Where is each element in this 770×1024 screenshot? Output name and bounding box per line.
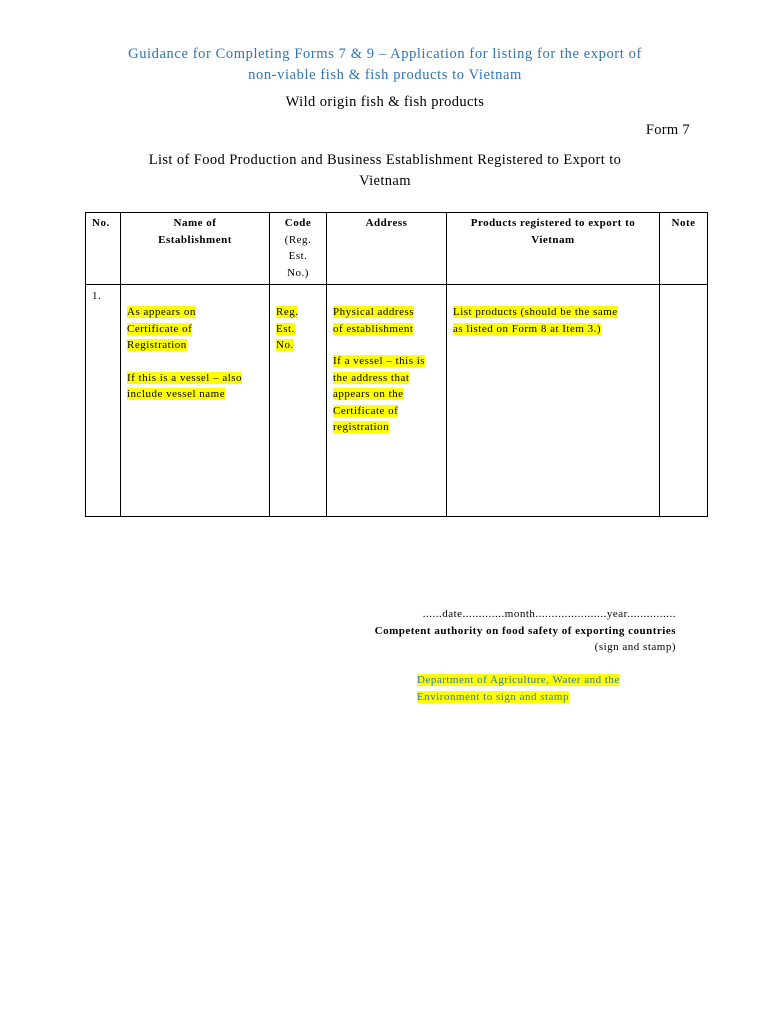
header-code-line1: Code	[284, 217, 312, 229]
establishment-table	[85, 212, 708, 517]
department-note-line1: Department of Agriculture, Water and the	[417, 674, 620, 686]
code-line: Est.	[276, 322, 295, 335]
header-code	[270, 213, 327, 285]
vessel-name-line: include vessel name	[127, 388, 226, 400]
vessel-address-line: If a vessel – this is	[333, 355, 426, 367]
vessel-address-line: appears on the	[333, 388, 404, 400]
header-note: Note	[660, 213, 708, 285]
header-name	[121, 213, 270, 285]
guidance-title-line2: non-viable fish & fish products to Vietnam	[248, 67, 522, 83]
address-cell	[327, 285, 447, 517]
list-title-line2: Vietnam	[359, 173, 411, 189]
subtitle: Wild origin fish & fish products	[285, 94, 485, 110]
header-no: No.	[86, 213, 121, 285]
date-line: ......date.............month......................year...............	[422, 608, 676, 620]
guidance-title-line1: Guidance for Completing Forms 7 & 9 – Application for listing for the export of	[128, 46, 642, 62]
table-header-row	[86, 213, 708, 285]
authority-label: Competent authority on food safety of exporting countries	[374, 624, 676, 637]
name-line: As appears on	[127, 306, 196, 318]
sign-stamp-label: (sign and stamp)	[594, 641, 676, 653]
address-line: of establishment	[333, 322, 414, 335]
list-title	[90, 150, 680, 192]
name-cell	[121, 285, 270, 517]
header-code-line2: (Reg.	[284, 233, 312, 246]
name-line: Registration	[127, 339, 187, 351]
header-name-line2: Establishment	[158, 233, 232, 246]
form-number: Form 7	[645, 122, 690, 138]
address-line: Physical address	[333, 306, 415, 318]
products-line: List products (should be the same	[453, 306, 618, 318]
list-title-line1: List of Food Production and Business Establishment Registered to Export to	[148, 152, 622, 168]
vessel-address-line: registration	[333, 421, 390, 433]
table-row	[86, 285, 708, 517]
products-line: as listed on Form 8 at Item 3.)	[453, 322, 602, 335]
header-code-line4: No.)	[287, 266, 309, 279]
vessel-address-line: Certificate of	[333, 404, 399, 417]
guidance-title	[60, 44, 710, 86]
department-note-line2: Environment to sign and stamp	[417, 690, 569, 703]
note-cell	[660, 285, 708, 517]
row-number: 1.	[92, 290, 102, 302]
header-products-line2: Vietnam	[531, 233, 575, 246]
header-name-line1: Name of	[173, 217, 217, 229]
vessel-name-line: If this is a vessel – also	[127, 371, 243, 384]
department-note	[417, 672, 676, 705]
header-code-line3: Est.	[288, 250, 308, 262]
vessel-address-line: the address that	[333, 371, 410, 384]
code-line: Reg.	[276, 306, 299, 318]
header-products	[447, 213, 660, 285]
code-line: No.	[276, 339, 294, 351]
header-address: Address	[327, 213, 447, 285]
code-cell	[270, 285, 327, 517]
name-line: Certificate of	[127, 322, 193, 335]
products-cell	[447, 285, 660, 517]
header-products-line1: Products registered to export to	[470, 217, 636, 229]
signature-block	[375, 606, 676, 656]
row-number-cell	[86, 285, 121, 517]
